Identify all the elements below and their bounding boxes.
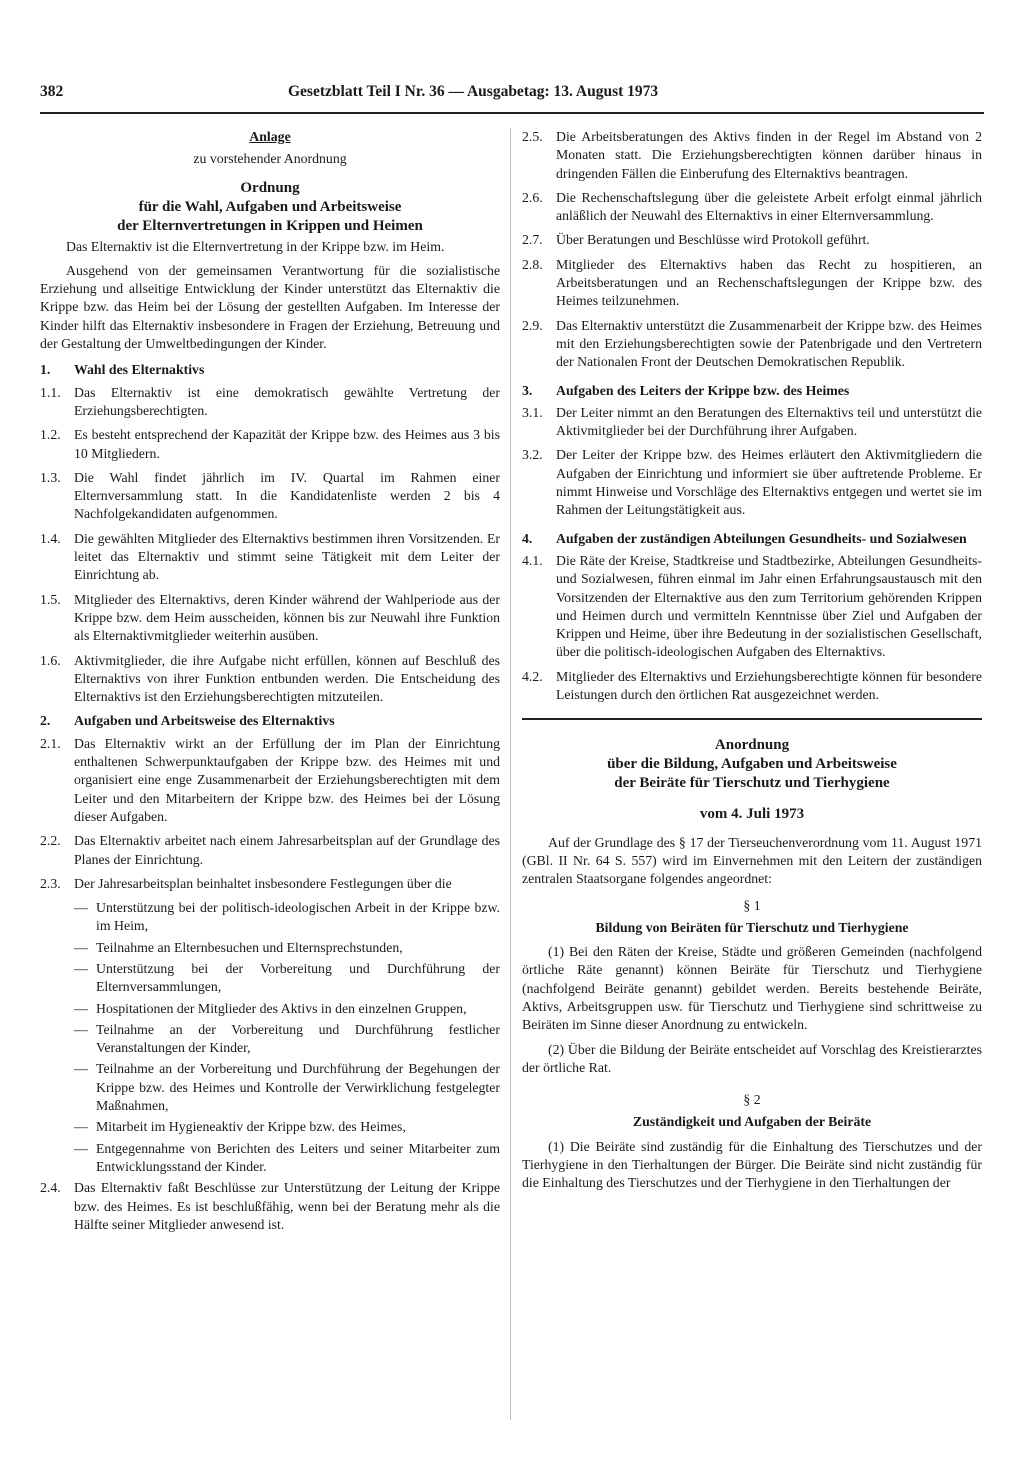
anordnung-title-line: über die Bildung, Aufgaben und Arbeitsweise (607, 756, 897, 773)
dash-mark: — (74, 900, 88, 916)
page-number: 382 (40, 83, 64, 100)
dash-item-text: Teilnahme an der Vorbereitung und Durchführung der Begehungen der Krippe bzw. des Heimes und Kontrolle der Verwirklichung festgelegter Maßnahmen, (96, 1061, 500, 1114)
anordnung-date: vom 4. Juli 1973 (699, 806, 805, 823)
section-title: Aufgaben der zuständigen Abteilungen Gesundheits- und Sozialwesen (556, 530, 967, 546)
item-number: 3.2. (522, 447, 543, 463)
item-text: Die Wahl findet jährlich im IV. Quartal im Rahmen einer Elternversammlung statt. In die Kandidatenliste werden 2 bis 4 Nachfolgekandidaten aufgenommen. (74, 469, 500, 522)
numbered-item (40, 1179, 500, 1234)
section-heading (40, 712, 500, 730)
section-title: Aufgaben und Arbeitsweise des Elternaktivs (74, 713, 335, 729)
item-number: 1.3. (40, 469, 61, 485)
item-number: 1.4. (40, 530, 61, 546)
numbered-item (522, 189, 982, 226)
numbered-item (522, 446, 982, 519)
separator-rule (522, 718, 982, 720)
numbered-item (40, 652, 500, 707)
left-column (40, 128, 500, 1240)
paragraph-title: Bildung von Beiräten für Tierschutz und Tierhygiene (595, 919, 909, 935)
item-number: 2.3. (40, 875, 61, 891)
item-text: Die Arbeitsberatungen des Aktivs finden in der Regel im Abstand von 2 Monaten statt. Die Erziehungsberechtigten können darüber hinaus in dringenden Fällen die Einberufung des Elternaktivs beantragen. (556, 129, 982, 181)
item-number: 2.7. (522, 232, 543, 248)
anordnung-title-line: der Beiräte für Tierschutz und Tierhygiene (614, 775, 890, 792)
right-column (522, 128, 982, 1193)
dash-list-item (40, 960, 500, 997)
item-text: Die gewählten Mitglieder des Elternaktivs bestimmen ihren Vorsitzenden. Er leitet das Elternaktiv und stimmt seine Tätigkeit mit dem Leiter der Einrichtung ab. (74, 530, 500, 583)
numbered-item (522, 128, 982, 183)
item-text: Das Elternaktiv wirkt an der Erfüllung der im Plan der Einrichtung enthaltenen Schwerpunktaufgaben der Krippe bzw. des Heimes mit und organisiert eine enge Zusammenarbeit der Erziehungsberechtigten mit dem Leiter und den Mitarbeitern der Krippe bzw. des Heimes bei der Lösung dieser Aufgaben. (74, 735, 500, 824)
paragraph-title: Zuständigkeit und Aufgaben der Beiräte (632, 1114, 872, 1130)
dash-mark: — (74, 939, 88, 955)
dash-item-text: Hospitationen der Mitglieder des Aktivs in den einzelnen Gruppen, (96, 1000, 467, 1016)
header-rule (40, 112, 984, 114)
dash-item-text: Entgegennahme von Berichten des Leiters und seiner Mitarbeiter zum Entwicklungsstand der Kinder. (96, 1140, 500, 1174)
dash-item-text: Teilnahme an der Vorbereitung und Durchführung festlicher Veranstaltungen der Kinder, (96, 1021, 500, 1056)
item-number: 1.1. (40, 384, 61, 400)
numbered-item (40, 384, 500, 421)
item-text: Der Jahresarbeitsplan beinhaltet insbesondere Festlegungen über die (74, 875, 452, 891)
paragraph-text: (1) Die Beiräte sind zuständig für die Einhaltung des Tierschutzes und der Tierhygiene in den Tierhaltungen der Bürger. Die Beiräte sind nicht zuständig für die Einhaltung des Tierschutzes und der Tierhygiene in den Tierhaltungen der (522, 1138, 982, 1191)
numbered-item (40, 469, 500, 524)
dash-mark: — (74, 1119, 88, 1135)
dash-list-item (40, 1140, 500, 1177)
item-number: 4.1. (522, 552, 543, 568)
order-title-line: für die Wahl, Aufgaben und Arbeitsweise (138, 198, 402, 215)
item-text: Das Elternaktiv faßt Beschlüsse zur Unterstützung der Leitung der Krippe bzw. des Heimes. Es ist beschlußfähig, wenn bei der Beratung mehr als die Hälfte seiner Mitglieder anwesend ist. (74, 1180, 500, 1232)
dash-mark: — (74, 1140, 88, 1156)
dash-list-item (40, 939, 500, 957)
dash-list (40, 899, 500, 1176)
item-text: Die Räte der Kreise, Stadtkreise und Stadtbezirke, Abteilungen Gesundheits- und Sozialwesen, führen einmal im Jahr einen Erfahrungsaustausch mit den Vorsitzenden der Elternaktive aus den zum Territorium gehörenden Krippen und Heimen durch und vermitteln Kenntnisse über Ziel und Aufgaben der Krippen und Heime, über ihre Bedeutung in der sozialistischen Gesellschaft, über die politisch-ideologischen Aufgaben des Elternaktivs. (556, 552, 982, 660)
item-number: 1.2. (40, 427, 61, 443)
column-divider (510, 128, 511, 1420)
page-header (40, 83, 980, 109)
dash-list-item (40, 1000, 500, 1018)
item-text: Mitglieder des Elternaktivs, deren Kinder während der Wahlperiode aus der Krippe bzw. dem Heim ausscheiden, können bis zur Neuwahl ihre Funktion als Elternaktivmitglieder weiterhin ausüben. (74, 591, 500, 644)
item-number: 2.2. (40, 833, 61, 849)
item-number: 2.8. (522, 256, 543, 272)
numbered-item (40, 426, 500, 463)
numbered-item (522, 317, 982, 372)
item-text: Aktivmitglieder, die ihre Aufgabe nicht erfüllen, können auf Beschluß des Elternaktivs von ihrer Funktion entbunden werden. Die Entscheidung des Elternaktivs ist den Erziehungsberechtigten mitzuteilen. (74, 652, 500, 705)
numbered-item (522, 668, 982, 705)
section-heading (522, 530, 982, 548)
section-number: 1. (40, 362, 51, 378)
item-text: Das Elternaktiv ist eine demokratisch gewählte Vertretung der Erziehungsberechtigten. (74, 384, 500, 418)
intro-paragraph: Das Elternaktiv ist die Elternvertretung in der Krippe bzw. im Heim. (66, 238, 445, 254)
item-text: Das Elternaktiv arbeitet nach einem Jahresarbeitsplan auf der Grundlage des Planes der Einrichtung. (74, 833, 500, 867)
dash-item-text: Unterstützung bei der Vorbereitung und Durchführung der Elternversammlungen, (96, 960, 500, 995)
dash-list-item (40, 1118, 500, 1136)
anordnung-title (522, 736, 982, 793)
item-text: Das Elternaktiv unterstützt die Zusammenarbeit der Krippe bzw. des Heimes mit den Erziehungsberechtigten sowie der Patenbrigade und den Vertretern der Nationalen Front der Deutschen Demokratischen Republik. (556, 317, 982, 370)
numbered-item (522, 231, 982, 249)
dash-mark: — (74, 960, 88, 976)
anordnung-title-line: Anordnung (714, 737, 790, 754)
item-number: 3.1. (522, 404, 543, 420)
numbered-item (522, 552, 982, 662)
anlage-subtitle: zu vorstehender Anordnung (193, 151, 347, 167)
item-text: Es besteht entsprechend der Kapazität der Krippe bzw. des Heimes aus 3 bis 10 Mitgliedern. (74, 427, 500, 461)
item-number: 1.6. (40, 652, 61, 668)
dash-mark: — (74, 1061, 88, 1077)
numbered-item (522, 256, 982, 311)
item-number: 1.5. (40, 591, 61, 607)
paragraph-text: (1) Bei den Räten der Kreise, Städte und größeren Gemeinden (nachfolgend örtliche Räte genannt) können Beiräte für Tierschutz und Tierhygiene (nachfolgend Beiräte genannt) gebildet werden. Bereits bestehende Beiräte, Aktivs, Arbeitsgruppen usw. für Tierschutz und Tierhygiene sind schrittweise zu Beiräten im Sinne dieser Anordnung zu entwickeln. (522, 944, 982, 1033)
item-number: 4.2. (522, 668, 543, 684)
item-number: 2.4. (40, 1180, 61, 1196)
item-text: Über Beratungen und Beschlüsse wird Protokoll geführt. (556, 232, 870, 248)
anlage-title: Anlage (249, 129, 291, 144)
section-number: 3. (522, 382, 533, 398)
section-heading (40, 361, 500, 379)
paragraph-sign: § 1 (743, 897, 761, 913)
numbered-item (40, 875, 500, 893)
section-2-continued-items (522, 128, 982, 372)
item-number: 2.5. (522, 129, 543, 144)
item-text: Der Leiter nimmt an den Beratungen des Elternaktivs teil und unterstützt die Aktivmitglieder bei der Durchführung ihrer Aufgaben. (556, 404, 982, 439)
dash-mark: — (74, 1000, 88, 1016)
numbered-item (40, 591, 500, 646)
paragraph-sign: § 2 (743, 1092, 761, 1108)
running-head: Gesetzblatt Teil I Nr. 36 — Ausgabetag: 13. August 1973 (288, 83, 659, 100)
section-2-items (40, 735, 500, 893)
section-heading (522, 382, 982, 400)
numbered-item (40, 530, 500, 585)
item-text: Die Rechenschaftslegung über die geleistete Arbeit erfolgt einmal jährlich anläßlich der Neuwahl des Elternaktivs in einer Elternversammlung. (556, 189, 982, 224)
section-4-items (522, 552, 982, 704)
dash-item-text: Mitarbeit im Hygieneaktiv der Krippe bzw. des Heimes, (96, 1119, 406, 1135)
numbered-item (522, 404, 982, 441)
section-1-items (40, 384, 500, 707)
dash-item-text: Teilnahme an Elternbesuchen und Elternsprechstunden, (96, 939, 403, 955)
section-title: Aufgaben des Leiters der Krippe bzw. des Heimes (556, 382, 850, 398)
section-title: Wahl des Elternaktivs (74, 362, 205, 378)
order-title (40, 179, 500, 236)
item-number: 2.1. (40, 735, 61, 751)
intro-paragraph: Ausgehend von der gemeinsamen Verantwortung für die sozialistische Erziehung und allseitige Entwicklung der Kinder unterstützt das Elternaktiv die Krippe bzw. das Heim bei der Lösung der gestellten Aufgaben. Im Interesse der Kinder hilft das Elternaktiv insbesondere in Fragen der Erziehung, Betreuung und der Gestaltung der Umweltbedingungen der Kinder. (40, 262, 500, 352)
anordnung-intro: Auf der Grundlage des § 17 der Tierseuchenverordnung vom 11. August 1971 (GBl. II Nr. 64 S. 557) wird im Einvernehmen mit den Leitern der zuständigen zentralen Staatsorgane folgendes angeordnet: (522, 834, 982, 887)
numbered-item (40, 832, 500, 869)
order-title-line: der Elternvertretungen in Krippen und Heimen (117, 217, 423, 234)
section-number: 2. (40, 713, 51, 729)
item-text: Der Leiter der Krippe bzw. des Heimes erläutert den Aktivmitgliedern die Aufgaben der Einrichtung und informiert sie über auftretende Probleme. Er nimmt Hinweise und Vorschläge des Elternaktivs entgegen und wertet sie im Rahmen der Leitungstätigkeit aus. (556, 447, 982, 518)
dash-mark: — (74, 1021, 88, 1037)
item-text: Mitglieder des Elternaktivs haben das Recht zu hospitieren, an Arbeitsberatungen und an Rechenschaftslegungen der Krippe bzw. des Heimes teilzunehmen. (556, 256, 982, 309)
section-number: 4. (522, 530, 533, 546)
dash-list-item (40, 1060, 500, 1115)
item-number: 2.6. (522, 189, 543, 205)
dash-list-item (40, 1021, 500, 1058)
section-3-items (522, 404, 982, 520)
paragraph-text: (2) Über die Bildung der Beiräte entscheidet auf Vorschlag des Kreistierarztes der örtliche Rat. (522, 1041, 982, 1075)
dash-item-text: Unterstützung bei der politisch-ideologischen Arbeit in der Krippe bzw. im Heim, (96, 900, 500, 934)
order-title-line: Ordnung (240, 179, 300, 196)
item-text: Mitglieder des Elternaktivs und Erziehungsberechtigte können für besondere Leistungen durch den örtlichen Rat ausgezeichnet werden. (556, 668, 982, 703)
item-number: 2.9. (522, 317, 543, 333)
numbered-item (40, 735, 500, 826)
dash-list-item (40, 899, 500, 936)
